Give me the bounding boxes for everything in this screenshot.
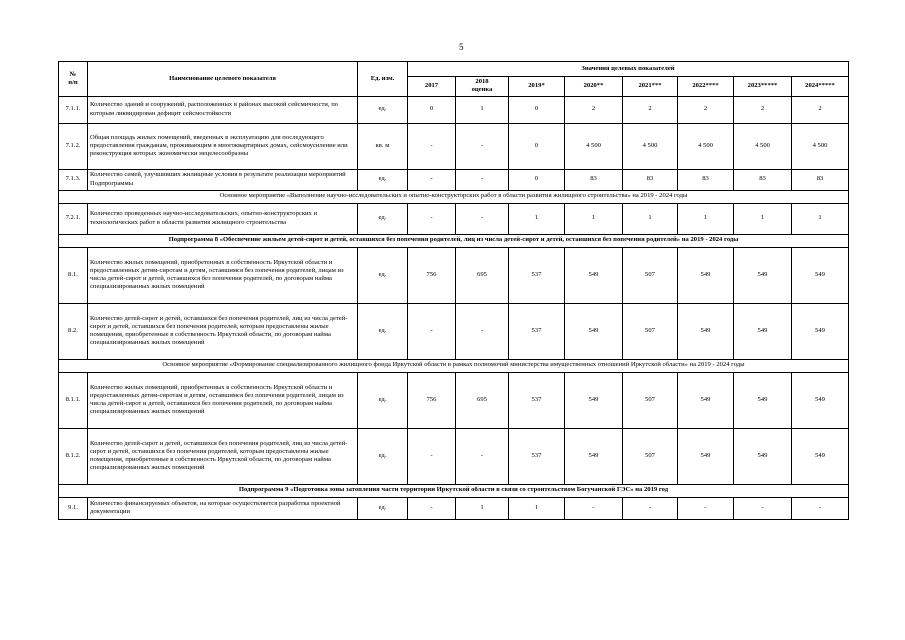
header-year: 2023*****	[734, 77, 792, 97]
value-cell: 4 500	[678, 123, 734, 169]
value-cell: 1	[734, 203, 792, 234]
table-row	[59, 497, 849, 519]
table-row	[59, 96, 849, 123]
table-row	[59, 303, 849, 359]
value-cell: 695	[456, 372, 509, 428]
section-row	[59, 234, 849, 247]
row-number: 8.1.1.	[59, 372, 88, 428]
value-cell: 0	[408, 96, 456, 123]
value-cell: 507	[623, 428, 678, 484]
value-cell: -	[408, 169, 456, 190]
value-cell: 549	[565, 428, 623, 484]
unit-cell: кв. м	[358, 123, 408, 169]
unit-cell: ед.	[358, 372, 408, 428]
value-cell: -	[408, 203, 456, 234]
header-unit: Ед. изм.	[358, 62, 408, 97]
value-cell: -	[456, 169, 509, 190]
value-cell: -	[565, 497, 623, 519]
table-body	[59, 96, 849, 519]
table-row	[59, 428, 849, 484]
table-row	[59, 203, 849, 234]
value-cell: 549	[678, 247, 734, 303]
row-number: 7.1.2.	[59, 123, 88, 169]
value-cell: -	[456, 123, 509, 169]
value-cell: 1	[623, 203, 678, 234]
value-cell: 0	[509, 96, 565, 123]
value-cell: 4 500	[734, 123, 792, 169]
value-cell: 83	[565, 169, 623, 190]
section-title: Подпрограмма 8 «Обеспечение жильем детей-сирот и детей, оставшихся без попечения родителей, лиц из числа детей-сирот и детей, оставшихся без попечения родителей» на 2019 - 2024 годы	[59, 234, 849, 247]
value-cell: 507	[623, 247, 678, 303]
unit-cell: ед.	[358, 203, 408, 234]
value-cell: 507	[623, 372, 678, 428]
header-year: 2024*****	[792, 77, 849, 97]
value-cell: 4 500	[623, 123, 678, 169]
section-title: Основное мероприятие «Выполнение научно-исследовательских и опытно-конструкторских работ в области развития жилищного строительства» на 2019 - 2024 годы	[59, 190, 849, 203]
value-cell: 537	[509, 428, 565, 484]
value-cell: 2	[623, 96, 678, 123]
value-cell: 1	[509, 497, 565, 519]
value-cell: -	[734, 497, 792, 519]
unit-cell: ед.	[358, 96, 408, 123]
indicator-name: Количество детей-сирот и детей, оставшихся без попечения родителей, лиц из числа детей-сирот и детей, оставшихся без попечения родителей, которым предоставлены жилые помещения, приобретенные в собственность Иркутской области, по договорам найма специализированных жилых помещений	[88, 428, 358, 484]
section-row	[59, 359, 849, 372]
value-cell: 549	[792, 428, 849, 484]
value-cell: 756	[408, 372, 456, 428]
unit-cell: ед.	[358, 247, 408, 303]
value-cell: 2	[678, 96, 734, 123]
header-year: 2020**	[565, 77, 623, 97]
value-cell: 507	[623, 303, 678, 359]
value-cell: 549	[792, 303, 849, 359]
header-name: Наименование целевого показателя	[88, 62, 358, 97]
value-cell: -	[456, 303, 509, 359]
value-cell: 549	[734, 247, 792, 303]
value-cell: 549	[565, 247, 623, 303]
indicator-name: Количество детей-сирот и детей, оставшихся без попечения родителей, лиц из числа детей-сирот и детей, оставшихся без попечения родителей, которым предоставлены жилые помещения, приобретенные в собственность Иркутской области, по договорам найма специализированных жилых помещений	[88, 303, 358, 359]
header-values-group: Значения целевых показателей	[408, 62, 849, 77]
value-cell: 83	[734, 169, 792, 190]
unit-cell: ед.	[358, 169, 408, 190]
indicator-name: Количество финансируемых объектов, на которые осуществляется разработка проектной документации	[88, 497, 358, 519]
value-cell: -	[408, 123, 456, 169]
value-cell: 695	[456, 247, 509, 303]
header-year: 2021***	[623, 77, 678, 97]
header-year: 2018 оценка	[456, 77, 509, 97]
table-row	[59, 247, 849, 303]
table-row	[59, 372, 849, 428]
value-cell: 1	[678, 203, 734, 234]
indicator-name: Количество зданий и сооружений, расположенных в районах высокой сейсмичности, по которым ликвидирован дефицит сейсмостойкости	[88, 96, 358, 123]
unit-cell: ед.	[358, 428, 408, 484]
value-cell: 549	[792, 247, 849, 303]
value-cell: 2	[565, 96, 623, 123]
indicator-name: Общая площадь жилых помещений, введенных в эксплуатацию для последующего предоставления гражданам, проживающим в многоквартирных домах, сейсмоусиление или реконструкция которых экономически нецелесообразны	[88, 123, 358, 169]
section-title: Основное мероприятие «Формирование специализированного жилищного фонда Иркутской области в рамках полномочий министерства имущественных отношений Иркутской области» на 2019 - 2024 годы	[59, 359, 849, 372]
value-cell: 549	[734, 428, 792, 484]
header-year: 2022****	[678, 77, 734, 97]
value-cell: 83	[678, 169, 734, 190]
value-cell: 756	[408, 247, 456, 303]
value-cell: 549	[734, 303, 792, 359]
value-cell: -	[678, 497, 734, 519]
value-cell: 2	[792, 96, 849, 123]
value-cell: 1	[456, 497, 509, 519]
value-cell: 1	[456, 96, 509, 123]
value-cell: 0	[509, 169, 565, 190]
value-cell: 537	[509, 372, 565, 428]
row-number: 7.2.1.	[59, 203, 88, 234]
indicator-name: Количество жилых помещений, приобретенных в собственность Иркутской области и предоставленных детям-сиротам и детям, оставшимся без попечения родителей, лицам из числа детей-сирот и детей, оставшихся без попечения родителей, по договорам найма специализированных жилых помещений	[88, 372, 358, 428]
value-cell: 2	[734, 96, 792, 123]
table-row	[59, 169, 849, 190]
section-row	[59, 190, 849, 203]
value-cell: 549	[678, 303, 734, 359]
value-cell: 549	[792, 372, 849, 428]
row-number: 7.1.3.	[59, 169, 88, 190]
header-year: 2017	[408, 77, 456, 97]
value-cell: 549	[678, 428, 734, 484]
row-number: 9.1.	[59, 497, 88, 519]
section-title: Подпрограмма 9 «Подготовка зоны затопления части территории Иркутской области в связи со строительством Богучанской ГЭС» на 2019 год	[59, 484, 849, 497]
value-cell: 4 500	[792, 123, 849, 169]
value-cell: 549	[565, 303, 623, 359]
page-number: 5	[459, 42, 464, 52]
value-cell: 549	[734, 372, 792, 428]
header-num: № п/п	[59, 62, 88, 97]
value-cell: -	[792, 497, 849, 519]
value-cell: -	[623, 497, 678, 519]
row-number: 8.2.	[59, 303, 88, 359]
value-cell: -	[408, 303, 456, 359]
value-cell: 549	[678, 372, 734, 428]
value-cell: 1	[509, 203, 565, 234]
header-year: 2019*	[509, 77, 565, 97]
indicator-name: Количество жилых помещений, приобретенных в собственность Иркутской области и предоставленных детям-сиротам и детям, оставшимся без попечения родителей, лицам из числа детей-сирот и детей, оставшихся без попечения родителей, по договорам найма специализированных жилых помещений	[88, 247, 358, 303]
indicator-name: Количество проведенных научно-исследовательских, опытно-конструкторских и технологических работ в области развития жилищного строительства	[88, 203, 358, 234]
value-cell: -	[456, 203, 509, 234]
value-cell: 83	[792, 169, 849, 190]
table-row	[59, 123, 849, 169]
value-cell: 1	[565, 203, 623, 234]
value-cell: 4 500	[565, 123, 623, 169]
unit-cell: ед.	[358, 497, 408, 519]
value-cell: 549	[565, 372, 623, 428]
target-indicators-table	[58, 61, 849, 520]
row-number: 7.1.1.	[59, 96, 88, 123]
value-cell: -	[408, 497, 456, 519]
section-row	[59, 484, 849, 497]
value-cell: 83	[623, 169, 678, 190]
row-number: 8.1.	[59, 247, 88, 303]
value-cell: -	[456, 428, 509, 484]
value-cell: -	[408, 428, 456, 484]
row-number: 8.1.2.	[59, 428, 88, 484]
unit-cell: ед.	[358, 303, 408, 359]
value-cell: 537	[509, 247, 565, 303]
value-cell: 1	[792, 203, 849, 234]
value-cell: 0	[509, 123, 565, 169]
value-cell: 537	[509, 303, 565, 359]
indicator-name: Количество семей, улучшивших жилищные условия в результате реализации мероприятий Подпрограммы	[88, 169, 358, 190]
